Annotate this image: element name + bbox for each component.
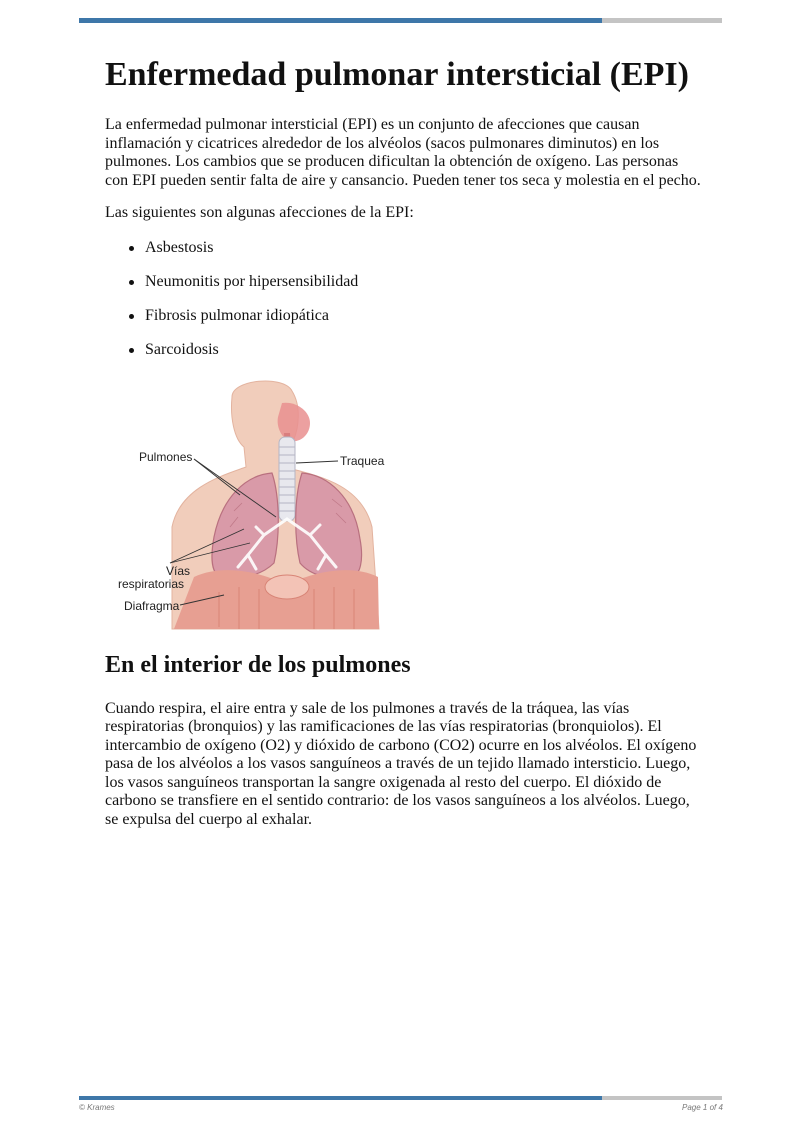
list-item [105,341,705,375]
stomach-shape [265,575,309,599]
list-item-label: Neumonitis por hipersensibilidad [145,272,359,290]
label-lungs: Pulmones [139,449,193,464]
list-lead: Las siguientes son algunas afecciones de la EPI: [105,204,414,221]
section-body: Cuando respira, el aire entra y sale de los pulmones a través de la tráquea, las vías respiratorias (bronquios) y las ramificaciones de las vías respiratorias (bronquiolos). El intercambio de oxígeno (O2) y dióxido de carbono (CO2) ocurre en los alvéolos. El oxígeno pasa de los alvéolos a los vasos sanguíneos a través de un tejido llamado intersticio. Luego, los vasos sanguíneos transportan la sangre oxigenada al resto del cuerpo. El dióxido de carbono se transfiere en el sentido contrario: de los vasos sanguíneos a los alvéolos. Luego, se expulsa del cuerpo al exhalar. [105,699,697,828]
footer-bar-blue [79,1096,602,1100]
intro-paragraph: La enfermedad pulmonar intersticial (EPI) es un conjunto de afecciones que causan inflamación y cicatrices alrededor de los alvéolos (sacos pulmonares diminutos) en los pulmones. Los cambios que se producen dificultan la obtención de oxígeno. Las personas con EPI pueden sentir falta de aire y cansancio. Pueden tener tos seca y molestia en el pecho. [105,116,701,189]
label-diaphragm: Diafragma [124,598,180,613]
list-item [105,273,705,307]
label-airways-line2: respiratorias [118,576,185,591]
list-item [105,239,705,273]
footer-page-number: Page 1 of 4 [682,1103,723,1112]
list-item-label: Fibrosis pulmonar idiopática [145,306,329,324]
section-heading: En el interior de los pulmones [105,651,411,678]
lungs-illustration-svg [114,377,389,632]
footer-bar-gray [602,1096,722,1100]
conditions-list [105,239,705,375]
page-content [105,52,705,829]
nasal-cavity [278,402,310,441]
bullet-icon [129,314,134,319]
footer-copyright: © Krames [79,1103,115,1112]
right-lung [296,473,362,578]
header-bar-blue [79,18,602,23]
list-item-label: Sarcoidosis [145,340,219,358]
header-bar [79,18,722,23]
bullet-icon [129,280,134,285]
header-bar-gray [602,18,722,23]
label-airways-line1: Vías [166,563,191,578]
trachea-leader [296,461,338,463]
label-trachea: Traquea [340,453,385,468]
page-title: Enfermedad pulmonar intersticial (EPI) [105,56,689,93]
lungs-illustration [114,377,389,632]
bullet-icon [129,246,134,251]
footer-bar [79,1096,722,1100]
list-item-label: Asbestosis [145,238,214,256]
list-item [105,307,705,341]
bullet-icon [129,348,134,353]
